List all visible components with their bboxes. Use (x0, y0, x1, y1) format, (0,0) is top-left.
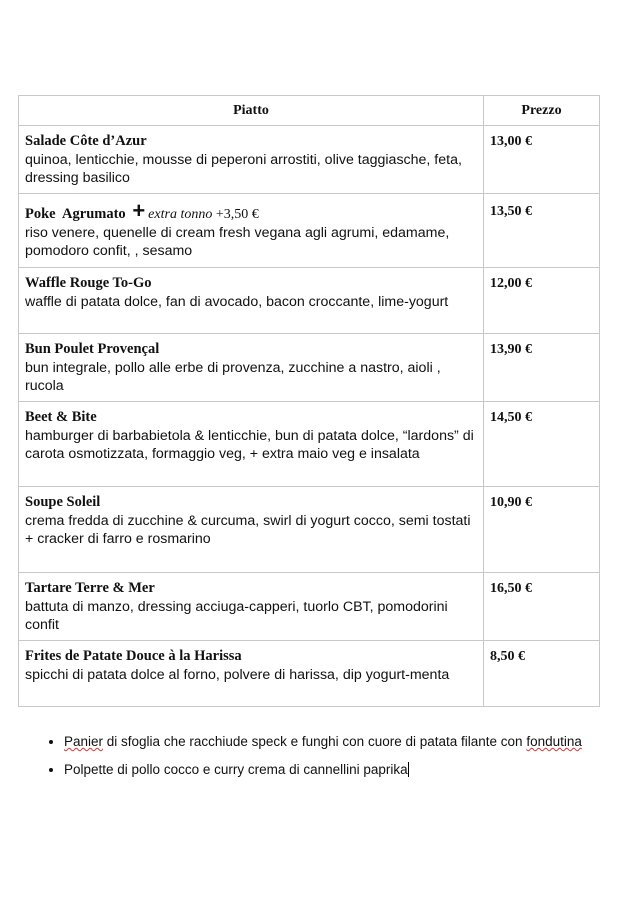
table-row (19, 641, 600, 707)
dish-description: crema fredda di zucchine & curcuma, swirl di yogurt cocco, semi tostati + cracker di farro e rosmarino (25, 513, 471, 547)
dish-name: Frites de Patate Douce à la Harissa (25, 648, 242, 664)
dish-name: Waffle Rouge To-Go (25, 275, 152, 291)
dish-name-line (25, 198, 477, 224)
dish-description: battuta di manzo, dressing acciuga-capperi, tuorlo CBT, pomodorini confit (25, 599, 448, 633)
list-item-text: di sfoglia che racchiude speck e funghi con cuore di patata filante con (103, 734, 527, 749)
dish-name: Poke Agrumato (25, 206, 126, 222)
dish-price: 8,50 € (484, 641, 600, 707)
dish-price: 10,90 € (484, 487, 600, 573)
misspelled-word: fondutina (526, 734, 582, 749)
dish-price: 13,00 € (484, 126, 600, 194)
dish-description: hamburger di barbabietola & lenticchie, bun di patata dolce, “lardons” di carota osmotizzata, formaggio veg, + extra maio veg e insalata (25, 428, 474, 462)
list-item[interactable] (64, 732, 584, 751)
dish-description: bun integrale, pollo alle erbe di provenza, zucchine a nastro, aioli , rucola (25, 360, 441, 394)
dish-name: Bun Poulet Provençal (25, 341, 160, 357)
table-row (19, 487, 600, 573)
dish-name: Soupe Soleil (25, 494, 101, 510)
table-header (19, 96, 600, 126)
list-item-text: Polpette di pollo cocco e curry crema di cannellini paprika (64, 762, 408, 777)
dish-price: 14,50 € (484, 402, 600, 487)
dish-price: 13,50 € (484, 194, 600, 268)
table-row (19, 573, 600, 641)
dish-price: 13,90 € (484, 334, 600, 402)
list-item[interactable] (64, 760, 584, 779)
extra-price: +3,50 € (215, 207, 259, 222)
header-dish: Piatto (19, 96, 484, 126)
extra-label: extra tonno (148, 207, 213, 222)
dish-description: spicchi di patata dolce al forno, polvere di harissa, dip yogurt-menta (25, 667, 450, 683)
table-row (19, 268, 600, 334)
dish-description: waffle di patata dolce, fan di avocado, bacon croccante, lime-yogurt (25, 294, 449, 310)
dish-description: quinoa, lenticchie, mousse di peperoni arrostiti, olive taggiasche, feta, dressing basilico (25, 152, 462, 186)
table-row (19, 194, 600, 268)
dish-description: riso venere, quenelle di cream fresh vegana agli agrumi, edamame, pomodoro confit, , sesamo (25, 225, 450, 259)
header-price: Prezzo (484, 96, 600, 126)
misspelled-word: Panier (64, 734, 104, 749)
dish-name: Beet & Bite (25, 409, 97, 425)
extra-dishes-list (40, 732, 584, 788)
menu-table (18, 95, 600, 707)
table-row (19, 402, 600, 487)
dish-name: Tartare Terre & Mer (25, 580, 155, 596)
dish-price: 12,00 € (484, 268, 600, 334)
dish-price: 16,50 € (484, 573, 600, 641)
dish-name: Salade Côte d’Azur (25, 133, 147, 149)
table-row (19, 334, 600, 402)
table-row (19, 126, 600, 194)
plus-icon: + (132, 198, 146, 223)
